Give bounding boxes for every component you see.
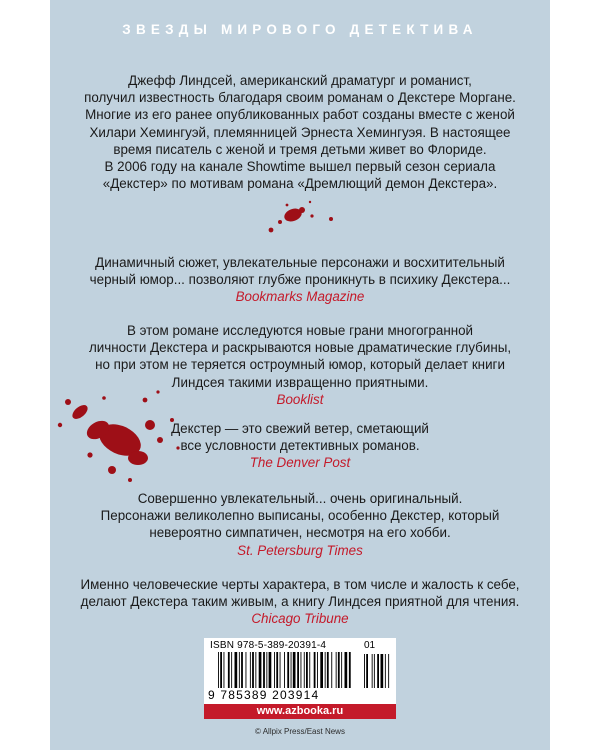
tv-line: «Декстер» по мотивам романа «Дремлющий демон Декстера». xyxy=(102,176,498,192)
bio-line: время писатель с женой и тремя детьми живет во Флориде. xyxy=(113,141,487,157)
review-line: Декстер — это свежий ветер, сметающий xyxy=(171,421,429,436)
bio-line: Хилари Хемингуэй, племянницей Эрнеста Хемингуэя. В настоящее xyxy=(89,124,511,140)
isbn-addon: 01 xyxy=(364,640,376,651)
review-source: Chicago Tribune xyxy=(251,611,349,627)
isbn-number: ISBN 978-5-389-20391-4 xyxy=(210,640,327,651)
review-line: Совершенно увлекательный... очень оригинальный. xyxy=(137,491,463,506)
review-line: все условности детективных романов. xyxy=(180,438,420,454)
tv-line: В 2006 году на канале Showtime вышел первый сезон сериала xyxy=(104,159,496,174)
review-line: личности Декстера и раскрываются новые драматические глубины, xyxy=(88,340,512,356)
book-back-cover xyxy=(50,0,550,750)
review-line: Именно человеческие черты характера, в том числе и жалость к себе, xyxy=(80,577,520,592)
review-line: но при этом не теряется остроумный юмор, который делает книги xyxy=(95,357,505,373)
tv-series-note xyxy=(70,158,530,192)
review-quote xyxy=(70,576,530,628)
series-title: ЗВЕЗДЫ МИРОВОГО ДЕТЕКТИВА xyxy=(122,22,478,37)
review-source: St. Petersburg Times xyxy=(237,542,363,558)
review-line: невероятно симпатичен, несмотря на его хобби. xyxy=(149,525,451,541)
publisher-website[interactable]: www.azbooka.ru xyxy=(204,704,396,719)
review-quote xyxy=(70,490,530,559)
review-source: Bookmarks Magazine xyxy=(235,289,365,305)
review-line: черный юмор... позволяют глубже проникнуть в психику Декстера... xyxy=(89,272,511,288)
review-line: делают Декстера таким живым, а книгу Линдсея приятной для чтения. xyxy=(80,594,520,610)
review-source: The Denver Post xyxy=(249,455,351,471)
review-quote xyxy=(70,322,530,408)
review-line: Персонажи великолепно выписаны, особенно Декстер, который xyxy=(100,508,500,524)
bio-line: Многие из его ранее опубликованных работ созданы вместе с женой xyxy=(85,107,515,123)
review-source: Booklist xyxy=(276,391,324,407)
review-line: Линдсея такими извращенно приятными. xyxy=(171,374,429,390)
author-bio xyxy=(70,72,530,158)
review-quote xyxy=(70,420,530,472)
barcode-digits: 9 785389 203914 xyxy=(208,688,320,702)
review-line: В этом романе исследуются новые грани многогранной xyxy=(126,323,474,338)
bio-line: Джефф Линдсей, американский драматург и романист, xyxy=(128,73,472,88)
bio-line: получил известность благодаря своим романам о Декстере Моргане. xyxy=(84,90,516,106)
review-quote xyxy=(70,254,530,306)
barcode xyxy=(204,638,396,704)
review-line: Динамичный сюжет, увлекательные персонажи и восхитительный xyxy=(95,255,505,270)
photo-credit: © Allpix Press/East News xyxy=(255,727,345,736)
